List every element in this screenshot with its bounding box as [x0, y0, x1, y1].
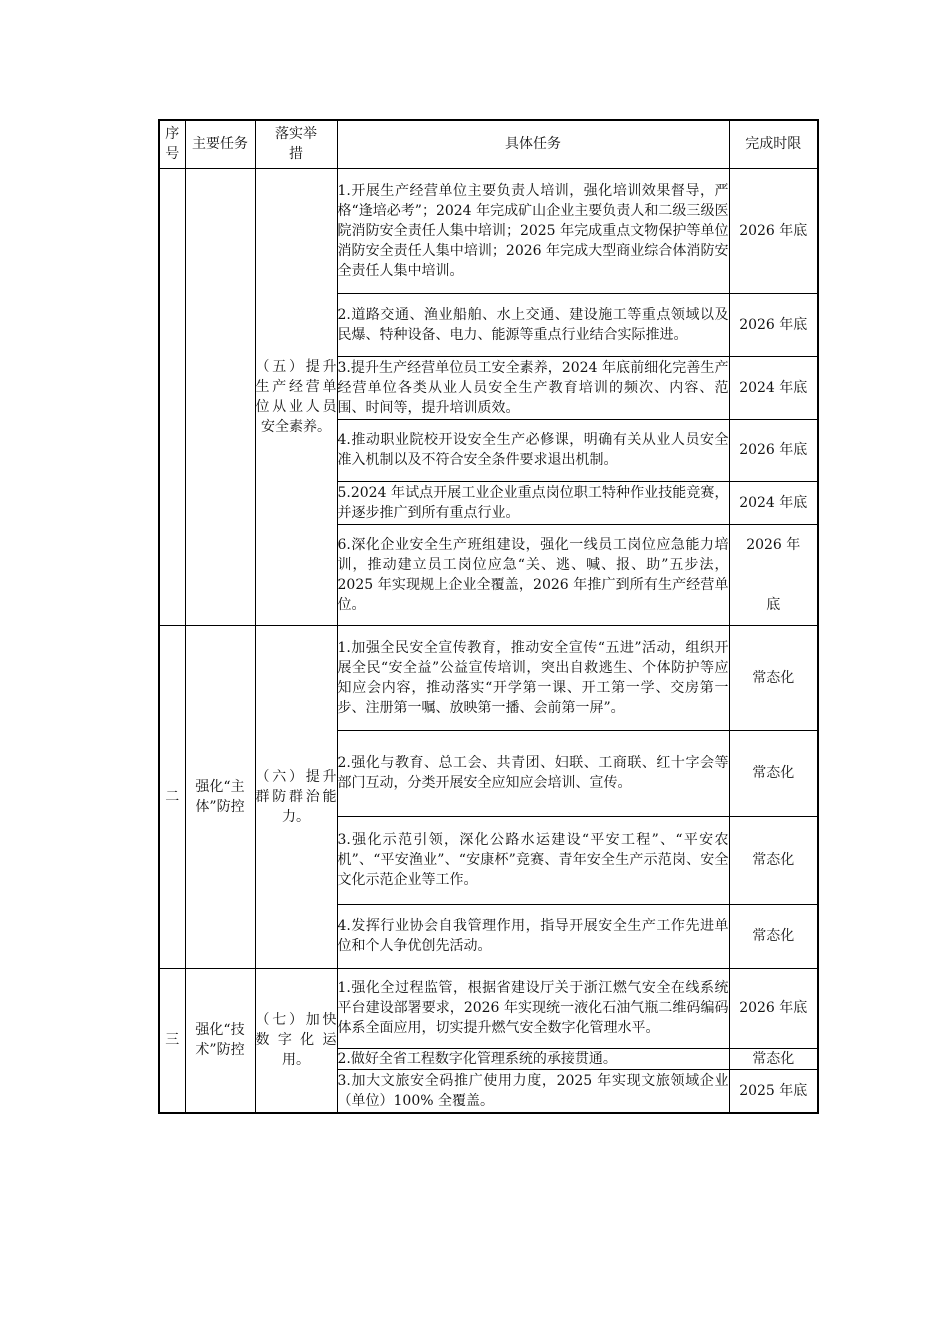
deadline-cell: 2025 年底 [729, 1069, 818, 1113]
task-cell: 3.提升生产经营单位员工安全素养，2024 年底前细化完善生产经营单位各类从业人员安全生产教育培训的频次、内容、范围、时间等，提升培训质效。 [337, 356, 729, 419]
deadline-line-year: 2026 年 [746, 536, 801, 553]
header-specific-task: 具体任务 [337, 120, 729, 168]
header-main-task: 主要任务 [185, 120, 255, 168]
header-measure: 落实举措 [255, 120, 337, 168]
deadline-cell: 2026 年底 [729, 293, 818, 356]
task-cell: 3.强化示范引领，深化公路水运建设“平安工程”、“平安农机”、“平安渔业”、“安康杯”竞赛、青年安全生产示范岗、安全文化示范企业等工作。 [337, 816, 729, 904]
group3-seq: 三 [159, 968, 185, 1113]
group2-main-task: 强化“主体”防控 [185, 625, 255, 968]
group3-main-task: 强化“技术”防控 [185, 968, 255, 1113]
task-cell: 1.开展生产经营单位主要负责人培训，强化培训效果督导，严格“逢培必考”；2024 年完成矿山企业主要负责人和二级三级医院消防安全责任人集中培训；2025 年完成重点文物保护等单位消防安全责任人集中培训；2026 年完成大型商业综合体消防安全责任人集中培训。 [337, 168, 729, 293]
group2-measure: （六）提升群防群治能力。 [255, 625, 337, 968]
deadline-line-end: 底 [766, 596, 781, 613]
deadline-cell: 常态化 [729, 904, 818, 968]
deadline-cell [729, 524, 818, 625]
deadline-cell: 2026 年底 [729, 168, 818, 293]
header-seq: 序号 [159, 120, 185, 168]
group2-seq: 二 [159, 625, 185, 968]
deadline-cell: 2026 年底 [729, 419, 818, 481]
table-row [159, 625, 818, 730]
deadline-cell: 2026 年底 [729, 968, 818, 1048]
group1-main-task [185, 168, 255, 625]
task-cell: 2.做好全省工程数字化管理系统的承接贯通。 [337, 1048, 729, 1069]
group1-seq [159, 168, 185, 625]
task-cell: 5.2024 年试点开展工业企业重点岗位职工特种作业技能竞赛，并逐步推广到所有重点行业。 [337, 481, 729, 524]
table-row [159, 968, 818, 1048]
task-cell: 2.道路交通、渔业船舶、水上交通、建设施工等重点领域以及民爆、特种设备、电力、能源等重点行业结合实际推进。 [337, 293, 729, 356]
task-cell: 2.强化与教育、总工会、共青团、妇联、工商联、红十字会等部门互动，分类开展安全应知应会培训、宣传。 [337, 730, 729, 816]
deadline-cell: 2024 年底 [729, 481, 818, 524]
table-row [159, 168, 818, 293]
task-cell: 3.加大文旅安全码推广使用力度，2025 年实现文旅领域企业（单位）100% 全覆盖。 [337, 1069, 729, 1113]
task-cell: 1.强化全过程监管，根据省建设厅关于浙江燃气安全在线系统平台建设部署要求，2026 年实现统一液化石油气瓶二维码编码体系全面应用，切实提升燃气安全数字化管理水平。 [337, 968, 729, 1048]
task-cell: 4.推动职业院校开设安全生产必修课，明确有关从业人员安全准入机制以及不符合安全条件要求退出机制。 [337, 419, 729, 481]
deadline-cell: 常态化 [729, 816, 818, 904]
group1-measure: （五）提升生产经营单位从业人员安全素养。 [255, 168, 337, 625]
task-cell: 1.加强全民安全宣传教育，推动安全宣传“五进”活动，组织开展全民“安全益”公益宣传培训，突出自救逃生、个体防护等应知应会内容，推动落实“开学第一课、开工第一学、交房第一步、注册第一嘱、放映第一播、会前第一屏”。 [337, 625, 729, 730]
task-table [158, 119, 819, 1114]
task-cell: 4.发挥行业协会自我管理作用，指导开展安全生产工作先进单位和个人争优创先活动。 [337, 904, 729, 968]
deadline-cell: 2024 年底 [729, 356, 818, 419]
deadline-cell: 常态化 [729, 625, 818, 730]
header-row [159, 120, 818, 168]
task-cell: 6.深化企业安全生产班组建设，强化一线员工岗位应急能力培训，推动建立员工岗位应急“关、逃、喊、报、助”五步法，2025 年实现规上企业全覆盖，2026 年推广到所有生产经营单位。 [337, 524, 729, 625]
header-deadline: 完成时限 [729, 120, 818, 168]
deadline-cell: 常态化 [729, 730, 818, 816]
group3-measure: （七）加快数字化运用。 [255, 968, 337, 1113]
deadline-cell: 常态化 [729, 1048, 818, 1069]
